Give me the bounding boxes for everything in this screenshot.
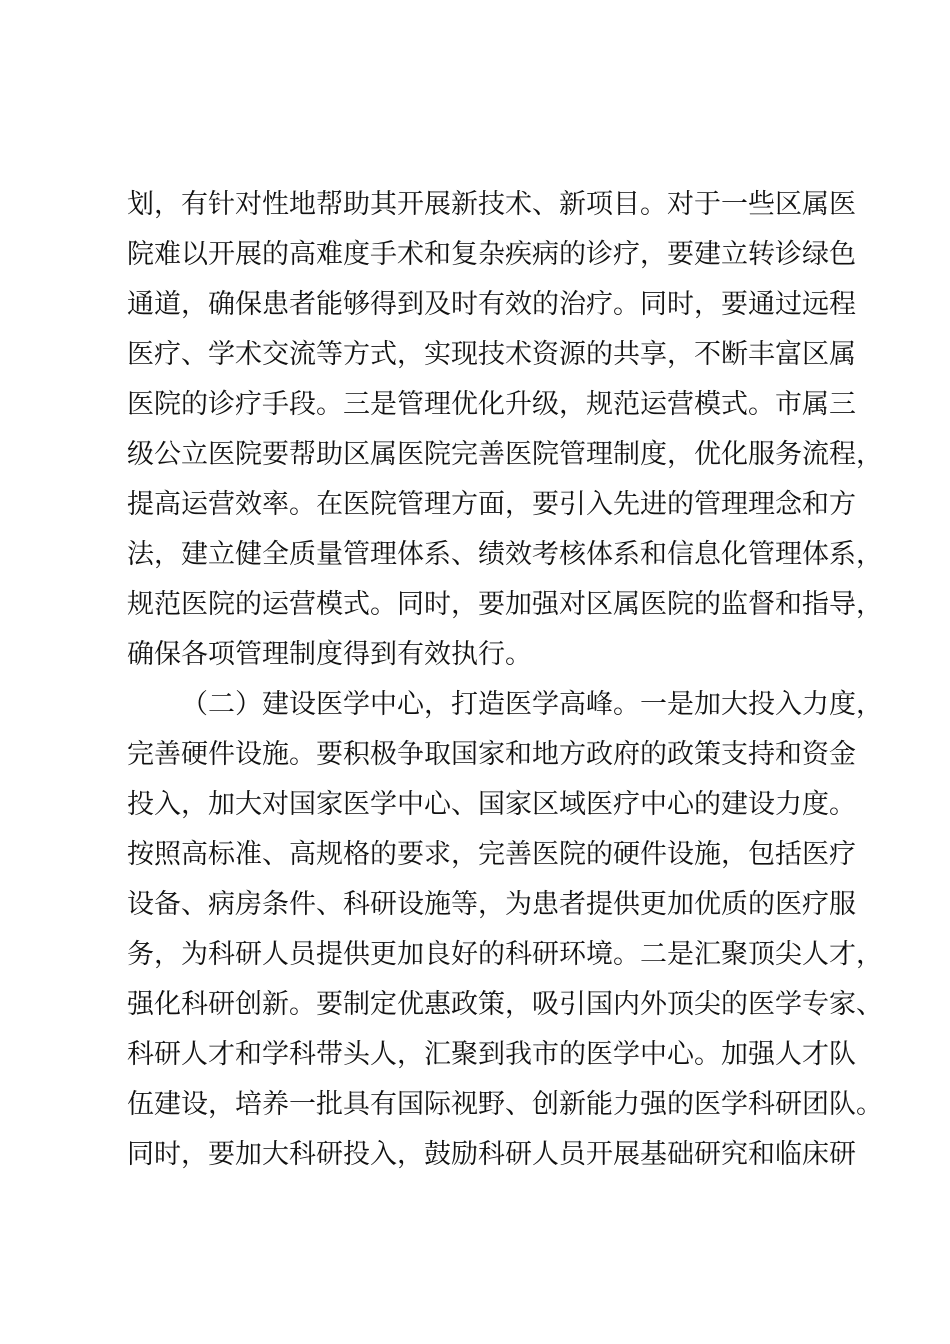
text-line: 同时，要加大科研投入，鼓励科研人员开展基础研究和临床研 [127, 1139, 856, 1170]
text-line: 按照高标准、高规格的要求，完善医院的硬件设施，包括医疗 [127, 839, 856, 870]
text-line: 科研人才和学科带头人，汇聚到我市的医学中心。加强人才队 [127, 1039, 856, 1070]
body-text [127, 180, 883, 1180]
text-line: 院难以开展的高难度手术和复杂疾病的诊疗，要建立转诊绿色 [127, 239, 856, 270]
text-line: 投入，加大对国家医学中心、国家区域医疗中心的建设力度。 [127, 789, 856, 820]
text-line: 强化科研创新。要制定优惠政策，吸引国内外顶尖的医学专家、 [127, 989, 883, 1020]
text-line: 设备、病房条件、科研设施等，为患者提供更加优质的医疗服 [127, 889, 856, 920]
text-line: 医疗、学术交流等方式，实现技术资源的共享，不断丰富区属 [127, 339, 856, 370]
text-line: 务，为科研人员提供更加良好的科研环境。二是汇聚顶尖人才， [127, 939, 883, 970]
text-line: 伍建设，培养一批具有国际视野、创新能力强的医学科研团队。 [127, 1089, 883, 1120]
text-line: 规范医院的运营模式。同时，要加强对区属医院的监督和指导， [127, 589, 883, 620]
text-line: 提高运营效率。在医院管理方面，要引入先进的管理理念和方 [127, 489, 856, 520]
text-line: 法，建立健全质量管理体系、绩效考核体系和信息化管理体系， [127, 539, 883, 570]
section-heading-line: （二）建设医学中心，打造医学高峰。一是加大投入力度， [181, 689, 883, 720]
text-line: 通道，确保患者能够得到及时有效的治疗。同时，要通过远程 [127, 289, 856, 320]
text-line: 划，有针对性地帮助其开展新技术、新项目。对于一些区属医 [127, 189, 856, 220]
text-line: 完善硬件设施。要积极争取国家和地方政府的政策支持和资金 [127, 739, 856, 770]
text-line: 医院的诊疗手段。三是管理优化升级，规范运营模式。市属三 [127, 389, 856, 420]
text-line: 级公立医院要帮助区属医院完善医院管理制度，优化服务流程， [127, 439, 883, 470]
text-line: 确保各项管理制度得到有效执行。 [127, 639, 532, 670]
